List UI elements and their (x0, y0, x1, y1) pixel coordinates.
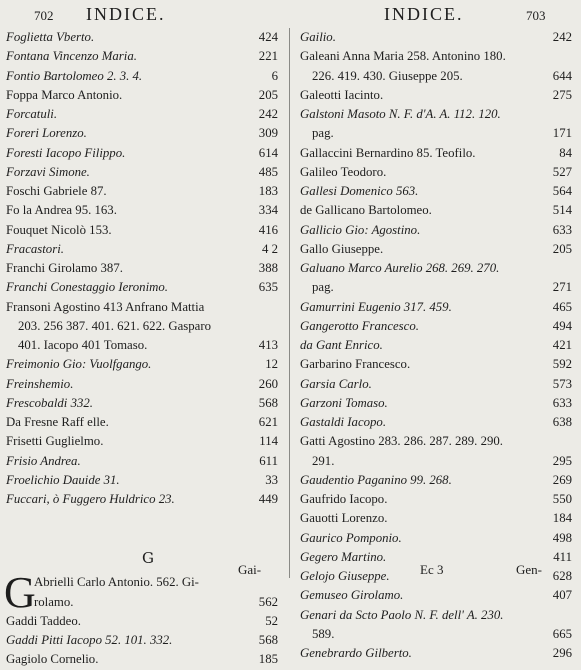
entry-continuation-line (300, 452, 572, 471)
index-entry (6, 394, 278, 413)
entry-line (300, 47, 572, 66)
index-entry (300, 471, 572, 490)
entry-name: Franchi Conestaggio Ieronimo. (6, 280, 168, 295)
entry-continuation-line (300, 124, 572, 143)
left-running-title: INDICE. (86, 4, 166, 24)
index-entry (6, 163, 278, 182)
index-entry (300, 394, 572, 413)
page-reference: 184 (552, 511, 572, 526)
entry-line (300, 432, 572, 451)
index-entry (6, 67, 278, 86)
page-reference: 183 (258, 184, 278, 198)
drop-cap-initial: G (4, 568, 36, 618)
section-letter: G (142, 549, 154, 568)
page-reference: 4 2 (262, 241, 278, 256)
entry-continuation-line (300, 67, 572, 86)
index-entry (300, 298, 572, 317)
index-entry (300, 606, 572, 645)
entry-line (6, 650, 278, 669)
entry-name: Frisio Andrea. (6, 453, 81, 468)
entry-line (6, 201, 278, 220)
index-entry (300, 586, 572, 605)
page-reference: 12 (265, 357, 278, 372)
entry-line (300, 355, 572, 374)
entry-name: Franchi Girolamo 387. (6, 261, 123, 275)
right-running-title: INDICE. (384, 4, 464, 24)
index-entry (300, 28, 572, 47)
entry-name: Gagiolo Cornelio. (6, 652, 99, 667)
index-entry (6, 47, 278, 66)
entry-name: Galeotti Iacinto. (300, 87, 384, 102)
entry-name: Fracastori. (6, 241, 64, 256)
right-running-head (384, 4, 546, 26)
entry-name: Gaurico Pomponio. (300, 530, 402, 545)
index-entry (300, 182, 572, 201)
entry-name: 401. Iacopo 401 Tomaso. (18, 338, 148, 352)
entry-line (300, 644, 572, 663)
entry-name: Garzoni Tomaso. (300, 395, 388, 410)
entry-continuation-line (6, 593, 278, 612)
entry-line (300, 105, 572, 124)
entry-name: Garsia Carlo. (300, 376, 372, 391)
page-reference: 334 (258, 203, 278, 218)
index-entry (6, 144, 278, 163)
page-reference: 562 (258, 594, 278, 609)
index-entry (6, 201, 278, 220)
index-entry (300, 336, 572, 355)
page-reference: 6 (271, 68, 278, 83)
page-reference: 628 (552, 569, 572, 583)
page-reference: 638 (552, 415, 572, 429)
page-reference: 242 (552, 30, 572, 44)
entry-line (300, 221, 572, 240)
left-page-number: 702 (34, 8, 54, 23)
page-reference: 205 (258, 87, 278, 102)
entry-line (6, 105, 278, 124)
entry-line (6, 182, 278, 201)
entry-line (6, 163, 278, 182)
page-reference: 309 (258, 126, 278, 141)
page-reference: 407 (552, 588, 572, 603)
entry-name: Frisetti Guglielmo. (6, 434, 104, 449)
page-reference: 494 (552, 318, 572, 333)
entry-line (300, 144, 572, 163)
entry-line (300, 375, 572, 394)
entry-name: Gallicio Gio: Agostino. (300, 222, 421, 237)
page-reference: 665 (552, 626, 572, 641)
entry-name: da Gant Enrico. (300, 338, 383, 352)
index-entry (6, 432, 278, 451)
index-entry (300, 317, 572, 336)
entry-line (300, 586, 572, 605)
entry-name: Frescobaldi 332. (6, 395, 93, 410)
entry-name: Gatti Agostino 283. 286. 287. 289. 290. (300, 434, 503, 449)
index-entry (6, 612, 278, 631)
left-catchword: Gai- (238, 562, 262, 577)
entry-name: 291. (312, 453, 335, 468)
entry-name: Da Fresne Raff elle. (6, 415, 109, 429)
entry-name: Freimonio Gio: Vuolfgango. (6, 357, 152, 372)
entry-line (300, 529, 572, 548)
entry-name: Freinshemio. (6, 376, 74, 391)
signature-mark: Ec 3 (420, 562, 444, 577)
entry-name: Galuano Marco Aurelio 268. 269. 270. (300, 261, 500, 275)
entry-line (6, 432, 278, 451)
page-reference: 449 (258, 492, 278, 506)
page-reference: 413 (258, 338, 278, 352)
entry-continuation-line (300, 278, 572, 297)
index-entry (300, 240, 572, 259)
index-entry (300, 355, 572, 374)
entry-name: 203. 256 387. 401. 621. 622. Gasparo (18, 318, 212, 333)
entry-name: de Gallicano Bartolomeo. (300, 203, 432, 218)
page-reference: 388 (258, 261, 278, 275)
entry-name: Foglietta Vberto. (6, 30, 95, 44)
entry-name: pag. (312, 280, 334, 295)
page-reference: 260 (258, 376, 278, 391)
page-reference: 52 (265, 613, 278, 628)
entry-name: Abrielli Carlo Antonio. 562. Gi- (34, 575, 199, 590)
entry-line (300, 317, 572, 336)
page-reference: 635 (258, 280, 278, 295)
entry-name: Gallesi Domenico 563. (300, 184, 419, 198)
entry-line (6, 452, 278, 471)
section-gap (6, 509, 278, 543)
page-reference: 573 (552, 376, 572, 391)
page-reference: 411 (553, 549, 572, 564)
entry-name: Garbarino Francesco. (300, 357, 411, 372)
page-reference: 633 (552, 222, 572, 237)
page-reference: 84 (559, 145, 572, 160)
entry-name: Fuccari, ò Fuggero Huldrico 23. (6, 492, 175, 506)
index-entry (300, 163, 572, 182)
page-reference: 185 (258, 652, 278, 667)
entry-name: Gaddi Pitti Iacopo 52. 101. 332. (6, 633, 173, 647)
entry-line (6, 124, 278, 143)
entry-line (300, 86, 572, 105)
entry-line (6, 394, 278, 413)
entry-name: Fransoni Agostino 413 Anfrano Mattia (6, 299, 205, 314)
entry-line (300, 28, 572, 47)
page-reference: 485 (258, 164, 278, 179)
entry-line (6, 144, 278, 163)
entry-name: Fontio Bartolomeo 2. 3. 4. (6, 68, 143, 83)
index-entry (6, 298, 278, 356)
index-entry (6, 375, 278, 394)
index-entry (300, 259, 572, 298)
column-divider (289, 28, 290, 578)
index-entry (300, 375, 572, 394)
page-reference: 424 (258, 30, 278, 44)
entry-line (6, 221, 278, 240)
index-entry (6, 631, 278, 650)
entry-line (6, 240, 278, 259)
page-reference: 550 (552, 492, 572, 506)
entry-line (300, 163, 572, 182)
entry-name: Fouquet Nicolò 153. (6, 222, 112, 237)
page-reference: 592 (552, 357, 572, 372)
index-entry (6, 105, 278, 124)
page-reference: 568 (258, 395, 278, 410)
entry-line (300, 471, 572, 490)
entry-name: Galstoni Masoto N. F. d'A. A. 112. 120. (300, 107, 501, 121)
page-reference: 614 (258, 145, 278, 160)
entry-line (300, 240, 572, 259)
entry-name: Gallo Giuseppe. (300, 241, 384, 256)
entry-line (6, 471, 278, 490)
entry-name: Foresti Iacopo Filippo. (6, 145, 126, 160)
entry-name: Gailio. (300, 30, 336, 44)
entry-line (300, 182, 572, 201)
page-reference: 275 (552, 87, 572, 102)
entry-line (6, 413, 278, 432)
page-reference: 498 (552, 530, 572, 545)
entry-continuation-line (6, 317, 278, 336)
entry-name: Gallaccini Bernardino 85. Teofilo. (300, 145, 476, 160)
entry-name: Gemuseo Girolamo. (300, 588, 404, 603)
entry-name: Galileo Teodoro. (300, 164, 387, 179)
entry-name: Galeani Anna Maria 258. Antonino 180. (300, 49, 506, 64)
index-entry (6, 452, 278, 471)
entry-name: Fontana Vincenzo Maria. (6, 49, 137, 64)
page-reference: 633 (552, 395, 572, 410)
entry-name: pag. (312, 126, 334, 141)
index-entry (6, 221, 278, 240)
page-reference: 205 (552, 241, 572, 256)
index-entry (300, 413, 572, 432)
index-entry (300, 490, 572, 509)
page-reference: 621 (258, 415, 278, 429)
page-reference: 271 (552, 280, 572, 295)
entry-line (300, 606, 572, 625)
entry-name: Foreri Lorenzo. (6, 126, 87, 141)
page-reference: 644 (552, 68, 572, 83)
page-reference: 295 (552, 453, 572, 468)
page-reference: 568 (258, 633, 278, 647)
index-entry (6, 490, 278, 509)
entry-name: Gangerotto Francesco. (300, 318, 419, 333)
entry-line (6, 259, 278, 278)
entry-line (6, 298, 278, 317)
index-entry (300, 432, 572, 471)
page-reference: 296 (552, 646, 572, 660)
page-reference: 242 (258, 107, 278, 121)
entry-line (300, 259, 572, 278)
entry-line (300, 394, 572, 413)
entry-line (6, 47, 278, 66)
index-entry (6, 413, 278, 432)
page-reference: 114 (259, 434, 278, 449)
index-entry (6, 28, 278, 47)
entry-line (6, 375, 278, 394)
index-entry (300, 509, 572, 528)
entry-name: Fo la Andrea 95. 163. (6, 203, 117, 218)
page-reference: 514 (552, 203, 572, 218)
entry-line (300, 413, 572, 432)
entry-continuation-line (300, 625, 572, 644)
page-reference: 611 (259, 453, 278, 468)
entry-name: Gaudentio Paganino 99. 268. (300, 472, 452, 487)
index-entry (300, 47, 572, 86)
entry-name: Genebrardo Gilberto. (300, 646, 412, 660)
right-page-number: 703 (526, 8, 546, 23)
entry-name: Gegero Martino. (300, 549, 387, 564)
index-entry (6, 471, 278, 490)
index-entry (6, 355, 278, 374)
entry-name: Froelichio Dauide 31. (6, 472, 120, 487)
index-entry (6, 240, 278, 259)
entry-name: Gaddi Taddeo. (6, 613, 81, 628)
entry-name: 589. (312, 626, 335, 641)
index-entry (300, 644, 572, 663)
page-reference: 33 (265, 472, 278, 487)
entry-line (300, 336, 572, 355)
index-entry (300, 86, 572, 105)
index-entry (6, 259, 278, 278)
entry-name: rolamo. (34, 594, 74, 609)
page-reference: 221 (258, 49, 278, 64)
index-entry (300, 144, 572, 163)
index-entry (300, 221, 572, 240)
entry-line (300, 490, 572, 509)
entry-name: Forzavi Simone. (6, 164, 90, 179)
page-reference: 527 (552, 164, 572, 179)
index-entry (300, 201, 572, 220)
entry-line (6, 278, 278, 297)
page-reference: 171 (552, 126, 572, 141)
index-entry (300, 105, 572, 144)
entry-line (6, 612, 278, 631)
entry-continuation-line (6, 336, 278, 355)
right-catchword: Gen- (516, 562, 542, 577)
index-entry (6, 86, 278, 105)
page-reference: 269 (552, 472, 572, 487)
entry-line (300, 201, 572, 220)
entry-line (300, 509, 572, 528)
entry-line (6, 355, 278, 374)
entry-name: 226. 419. 430. Giuseppe 205. (312, 68, 463, 83)
entry-line (6, 28, 278, 47)
index-entry (6, 124, 278, 143)
entry-name: Gauotti Lorenzo. (300, 511, 388, 526)
index-entry (6, 278, 278, 297)
entry-line (6, 631, 278, 650)
entry-name: Gamurrini Eugenio 317. 459. (300, 299, 452, 314)
entry-line (300, 298, 572, 317)
index-entry (300, 529, 572, 548)
page-reference: 465 (552, 299, 572, 314)
entry-name: Foschi Gabriele 87. (6, 184, 107, 198)
entry-name: Foppa Marco Antonio. (6, 87, 123, 102)
left-running-head (34, 4, 166, 26)
entry-line (6, 67, 278, 86)
entry-name: Gastaldi Iacopo. (300, 415, 387, 429)
entry-name: Genari da Scto Paolo N. F. dell' A. 230. (300, 607, 504, 622)
entry-name: Forcatuli. (6, 107, 58, 121)
entry-name: Gaufrido Iacopo. (300, 492, 388, 506)
index-entry (6, 182, 278, 201)
entry-line (6, 86, 278, 105)
entry-name: Gelojo Giuseppe. (300, 569, 390, 583)
page-reference: 421 (552, 338, 572, 352)
page-reference: 564 (552, 184, 572, 198)
index-entry (6, 650, 278, 669)
entry-line (6, 490, 278, 509)
page-reference: 416 (258, 222, 278, 237)
